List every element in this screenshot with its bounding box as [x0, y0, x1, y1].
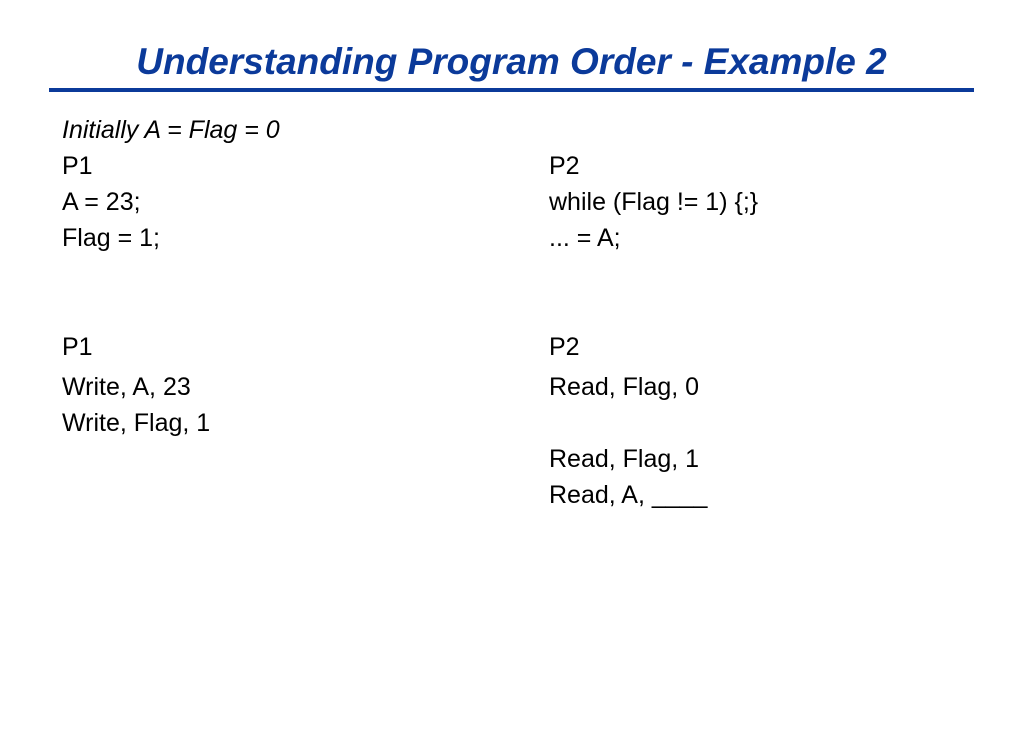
program-p2-label: P2: [549, 152, 580, 180]
program-p1-label: P1: [62, 152, 93, 180]
trace-p2-event: Read, Flag, 1: [549, 445, 700, 473]
trace-p2-label: P2: [549, 333, 580, 361]
trace-p2-event: Read, A, ____: [549, 481, 708, 509]
trace-p1-label: P1: [62, 333, 93, 361]
trace-p1-event: Write, A, 23: [62, 373, 191, 401]
program-p2-line: while (Flag != 1) {;}: [549, 188, 759, 216]
program-p2-line: ... = A;: [549, 224, 621, 252]
program-p1-line: Flag = 1;: [62, 224, 160, 252]
trace-p1-event: Write, Flag, 1: [62, 409, 211, 437]
program-p1-line: A = 23;: [62, 188, 141, 216]
slide-title: Understanding Program Order - Example 2: [136, 41, 887, 82]
initial-condition: Initially A = Flag = 0: [62, 116, 280, 144]
title-rule: [49, 88, 974, 92]
trace-p2-event: Read, Flag, 0: [549, 373, 700, 401]
